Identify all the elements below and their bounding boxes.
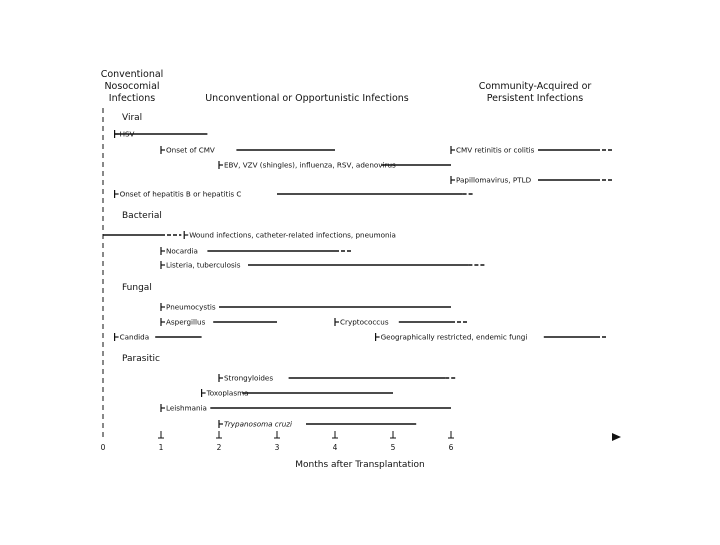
row-label: Wound infections, catheter-related infections, pneumonia <box>189 230 396 240</box>
axis-tick-label: 3 <box>274 443 280 452</box>
row-nocardia <box>161 247 352 256</box>
row-toxoplasma <box>202 389 393 398</box>
header-conventional-line3: Infections <box>108 93 156 104</box>
header-conventional-line1: Conventional <box>100 69 164 80</box>
row-label: Aspergillus <box>166 317 206 327</box>
row-cmv-retinitis-or-colitis <box>451 146 613 155</box>
row-label: Listeria, tuberculosis <box>166 260 241 270</box>
row-label: CMV retinitis or colitis <box>456 145 535 155</box>
row-strongyloides <box>219 374 457 383</box>
axis-tick-label: 1 <box>158 443 164 452</box>
timeline-rows <box>103 113 613 429</box>
row-label: Pneumocystis <box>166 302 216 312</box>
time-axis <box>101 431 621 452</box>
row-label: Strongyloides <box>224 373 274 383</box>
row-pneumocystis <box>161 303 451 312</box>
row-hsv <box>115 130 208 139</box>
axis-tick-label: 4 <box>332 443 338 452</box>
row-label: Toxoplasma <box>206 388 249 398</box>
row-label: EBV, VZV (shingles), influenza, RSV, adenovirus <box>224 160 396 170</box>
row-papillomavirus-ptld <box>451 176 613 185</box>
row-label: Geographically restricted, endemic fungi <box>380 332 528 342</box>
row-listeria-tuberculosis <box>161 261 486 270</box>
row-label: Onset of hepatitis B or hepatitis C <box>119 189 242 199</box>
row-geographically-restricted-endemic-fungi <box>376 333 608 342</box>
category-bacterial: Bacterial <box>122 211 162 221</box>
row-leishmania <box>161 404 451 413</box>
row-label: Onset of CMV <box>166 145 215 155</box>
header-conventional-line2: Nosocomial <box>104 81 160 92</box>
axis-arrow-icon <box>612 433 621 441</box>
row-label: HSV <box>119 129 135 139</box>
category-fungal: Fungal <box>122 283 152 293</box>
axis-tick-label: 6 <box>448 443 454 452</box>
row-ebv-vzv-shingles-influenza-rsv-adenovirus <box>219 161 451 170</box>
header-community-line1: Community-Acquired or <box>478 81 592 92</box>
row-onset-of-hepatitis-b-or-hepatitis-c <box>115 190 475 199</box>
category-viral: Viral <box>122 113 143 123</box>
row-label: Candida <box>119 332 150 342</box>
row-trypanosoma-cruzi <box>219 420 416 429</box>
row-candida <box>115 333 202 342</box>
row-wound-infections-catheter-related-infections-pneumonia <box>103 231 396 240</box>
row-label: Nocardia <box>166 246 198 256</box>
row-label: Papillomavirus, PTLD <box>456 175 532 185</box>
row-aspergillus <box>161 318 277 327</box>
axis-tick-label: 0 <box>100 443 106 452</box>
header-community-line2: Persistent Infections <box>486 93 584 104</box>
axis-tick-label: 2 <box>216 443 222 452</box>
category-parasitic: Parasitic <box>122 354 160 364</box>
axis-title: Months after Transplantation <box>295 460 425 470</box>
row-label: Cryptococcus <box>340 317 389 327</box>
header-opportunistic: Unconventional or Opportunistic Infections <box>205 93 409 104</box>
axis-tick-label: 5 <box>390 443 396 452</box>
row-label: Leishmania <box>166 403 207 413</box>
row-onset-of-cmv <box>161 146 335 155</box>
row-cryptococcus <box>335 318 468 327</box>
row-label: Trypanosoma cruzi <box>224 419 293 429</box>
